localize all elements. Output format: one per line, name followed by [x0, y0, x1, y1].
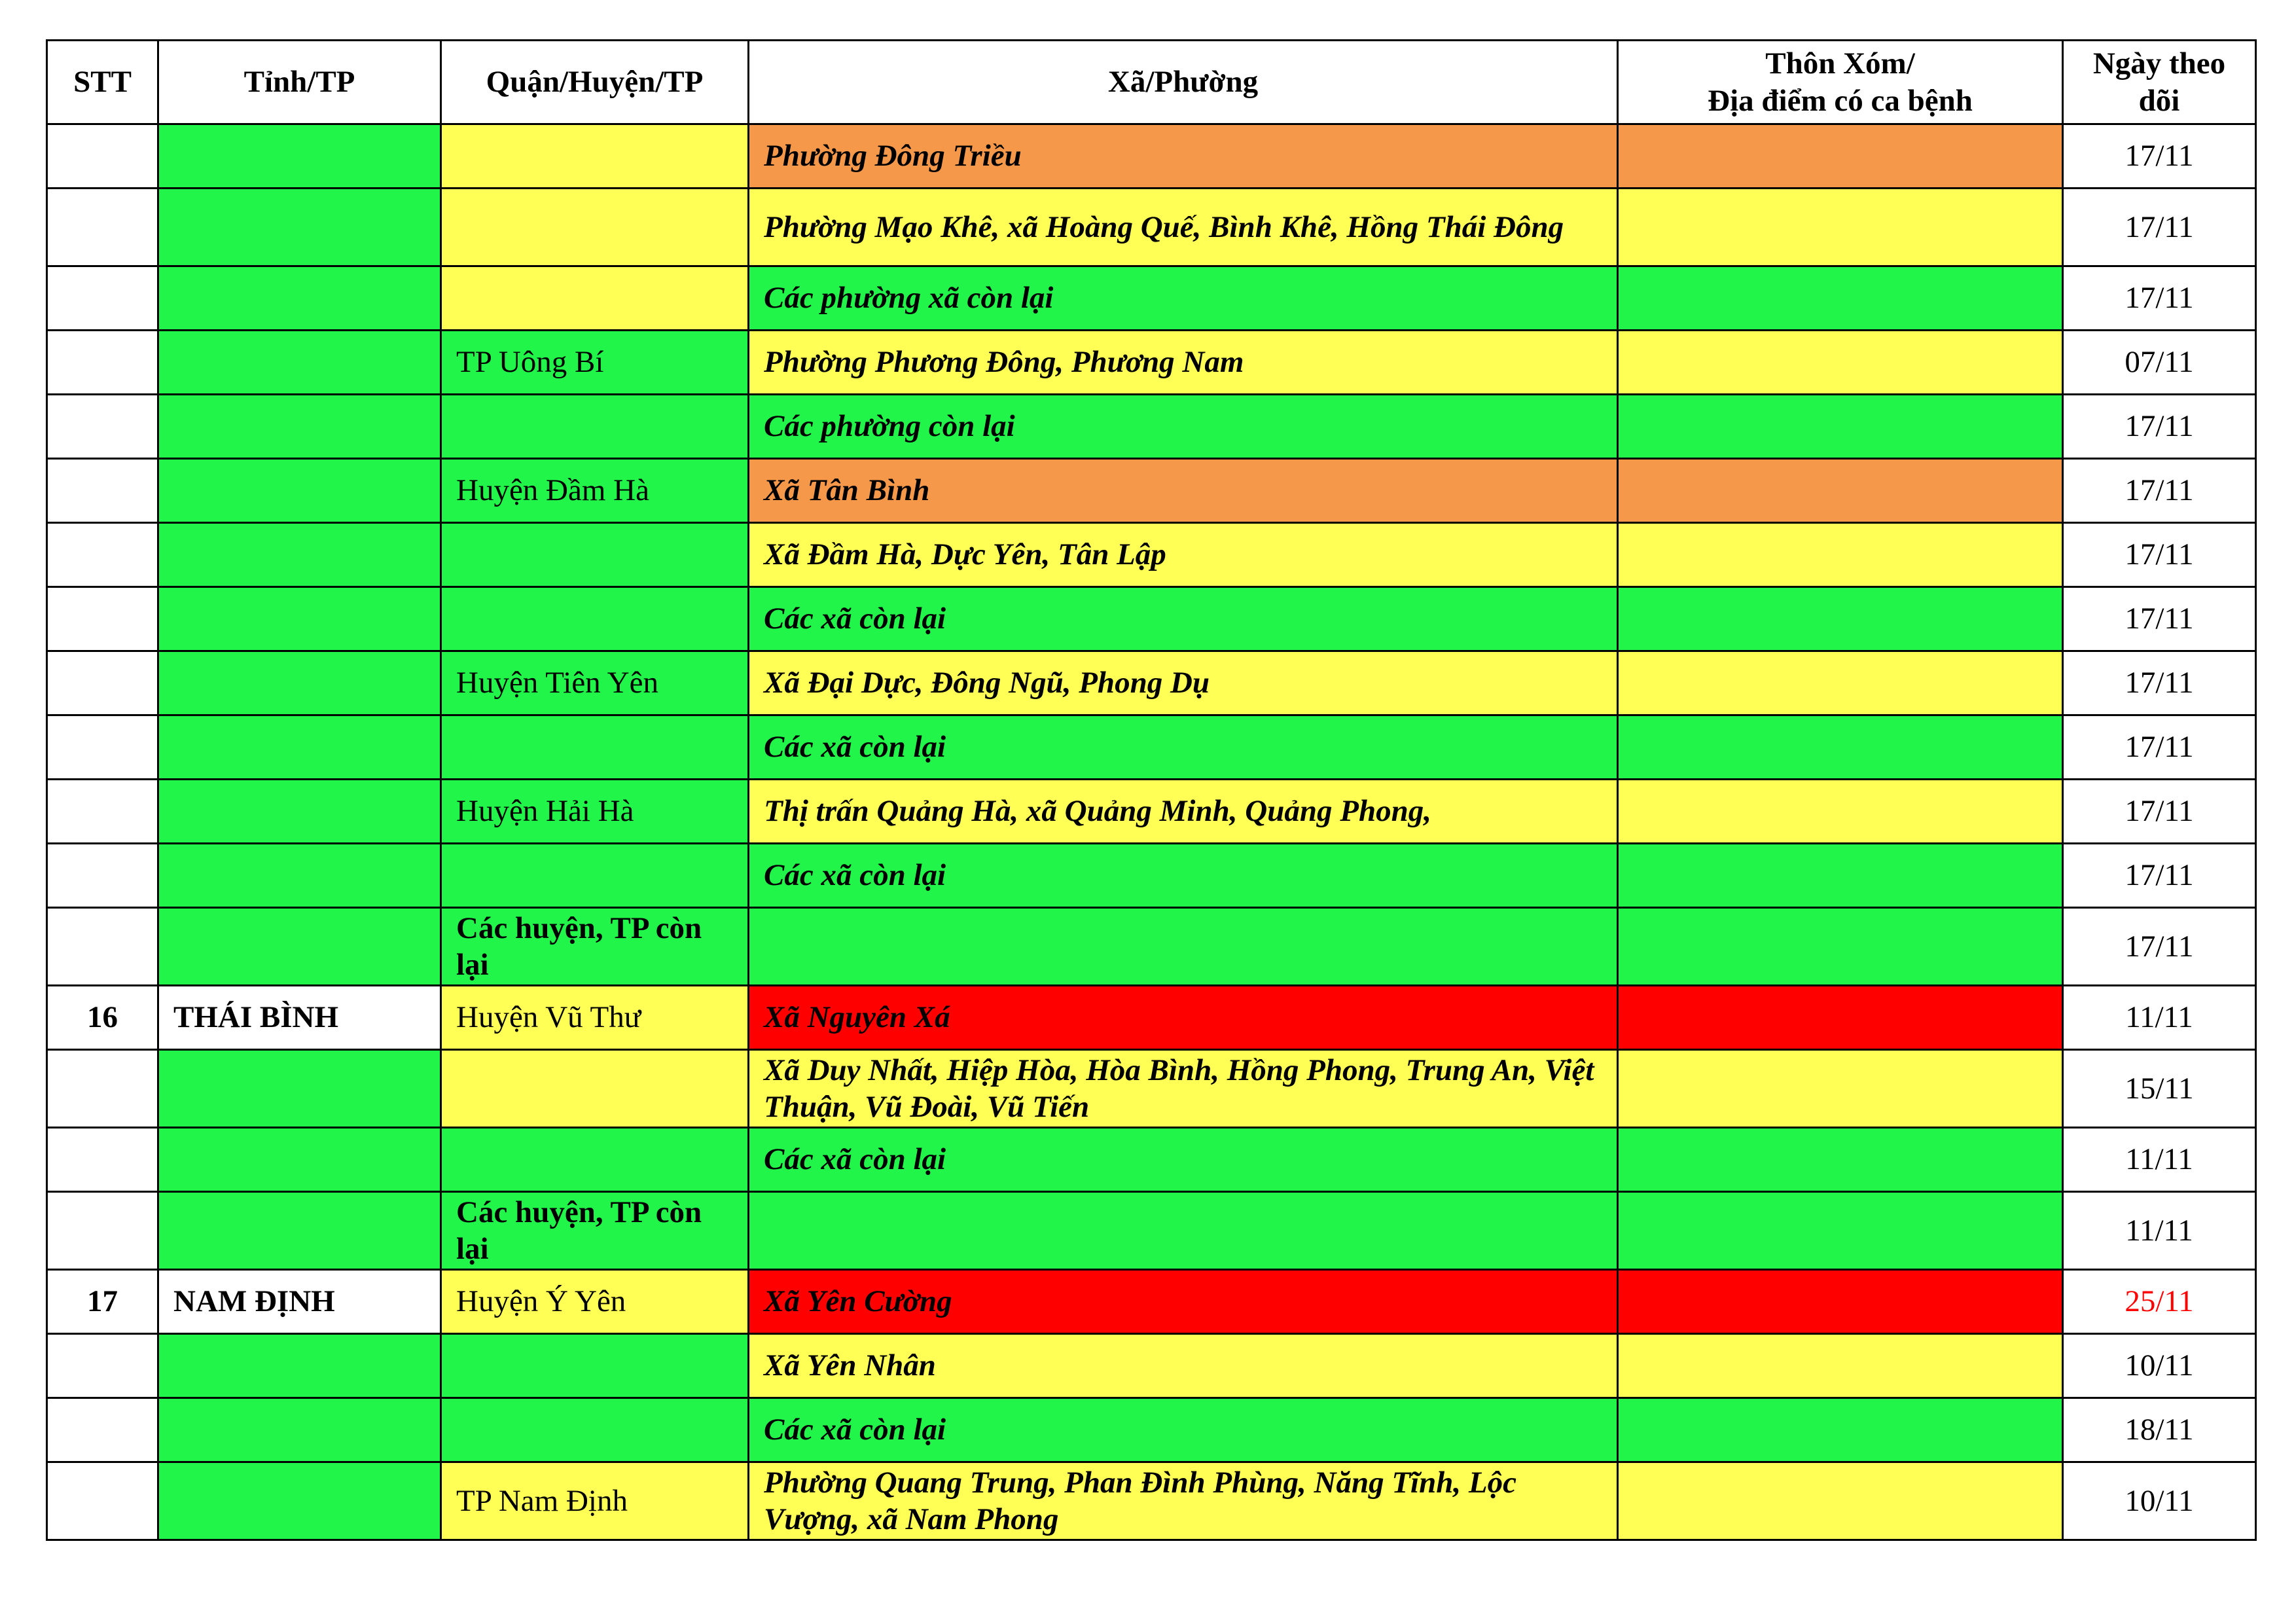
cell-follow-date: 17/11 — [2063, 266, 2256, 331]
cell-district: TP Uông Bí — [441, 331, 749, 395]
cell-commune: Các xã còn lại — [749, 715, 1618, 780]
cell-district: Huyện Đầm Hà — [441, 459, 749, 523]
cell-hamlet — [1618, 124, 2063, 189]
header-district: Quận/Huyện/TP — [441, 41, 749, 124]
cell-stt — [47, 189, 158, 266]
cell-stt — [47, 331, 158, 395]
cell-commune: Xã Tân Bình — [749, 459, 1618, 523]
cell-commune: Xã Duy Nhất, Hiệp Hòa, Hòa Bình, Hồng Phong, Trung An, Việt Thuận, Vũ Đoài, Vũ Tiến — [749, 1050, 1618, 1128]
cell-district — [441, 1050, 749, 1128]
cell-district — [441, 1334, 749, 1398]
cell-province — [158, 523, 441, 587]
cell-commune — [749, 908, 1618, 986]
cell-district: Các huyện, TP còn lại — [441, 1192, 749, 1270]
cell-stt — [47, 651, 158, 715]
header-province: Tỉnh/TP — [158, 41, 441, 124]
cell-commune: Xã Yên Nhân — [749, 1334, 1618, 1398]
cell-hamlet — [1618, 908, 2063, 986]
table-row — [47, 1192, 2256, 1270]
cell-stt — [47, 1192, 158, 1270]
cell-province — [158, 124, 441, 189]
cell-follow-date: 11/11 — [2063, 1128, 2256, 1192]
cell-hamlet — [1618, 1398, 2063, 1462]
cell-commune: Thị trấn Quảng Hà, xã Quảng Minh, Quảng Phong, — [749, 780, 1618, 844]
zoning-table — [46, 39, 2257, 1541]
cell-follow-date: 17/11 — [2063, 587, 2256, 651]
cell-follow-date: 17/11 — [2063, 715, 2256, 780]
cell-commune: Các xã còn lại — [749, 1398, 1618, 1462]
cell-province — [158, 395, 441, 459]
cell-district: TP Nam Định — [441, 1462, 749, 1540]
cell-district — [441, 715, 749, 780]
cell-commune: Phường Quang Trung, Phan Đình Phùng, Năng Tĩnh, Lộc Vượng, xã Nam Phong — [749, 1462, 1618, 1540]
cell-hamlet — [1618, 189, 2063, 266]
cell-hamlet — [1618, 1050, 2063, 1128]
cell-province — [158, 1192, 441, 1270]
cell-follow-date: 17/11 — [2063, 459, 2256, 523]
cell-hamlet — [1618, 651, 2063, 715]
cell-stt — [47, 1050, 158, 1128]
cell-hamlet — [1618, 1192, 2063, 1270]
cell-province — [158, 780, 441, 844]
cell-commune: Các phường còn lại — [749, 395, 1618, 459]
cell-province — [158, 715, 441, 780]
cell-follow-date: 18/11 — [2063, 1398, 2256, 1462]
cell-province — [158, 189, 441, 266]
cell-hamlet — [1618, 715, 2063, 780]
cell-follow-date: 11/11 — [2063, 1192, 2256, 1270]
cell-province — [158, 908, 441, 986]
cell-province — [158, 331, 441, 395]
table-row — [47, 844, 2256, 908]
cell-stt — [47, 266, 158, 331]
table-row — [47, 523, 2256, 587]
cell-province — [158, 266, 441, 331]
cell-stt — [47, 459, 158, 523]
cell-follow-date: 17/11 — [2063, 780, 2256, 844]
header-commune: Xã/Phường — [749, 41, 1618, 124]
cell-province — [158, 1334, 441, 1398]
table-row — [47, 1462, 2256, 1540]
cell-hamlet — [1618, 986, 2063, 1050]
header-hamlet-line1: Thôn Xóm/ — [1765, 46, 1915, 81]
table-row — [47, 651, 2256, 715]
cell-district — [441, 189, 749, 266]
table-row — [47, 1334, 2256, 1398]
header-row — [47, 41, 2256, 124]
table-row — [47, 1128, 2256, 1192]
table-row — [47, 1270, 2256, 1334]
cell-commune: Xã Nguyên Xá — [749, 986, 1618, 1050]
table-row — [47, 780, 2256, 844]
cell-province — [158, 651, 441, 715]
cell-commune: Phường Đông Triều — [749, 124, 1618, 189]
cell-stt — [47, 587, 158, 651]
cell-district — [441, 1128, 749, 1192]
table-row — [47, 124, 2256, 189]
cell-stt — [47, 1334, 158, 1398]
cell-stt — [47, 715, 158, 780]
cell-province — [158, 1050, 441, 1128]
cell-district — [441, 124, 749, 189]
cell-hamlet — [1618, 331, 2063, 395]
cell-district — [441, 395, 749, 459]
table-row — [47, 986, 2256, 1050]
cell-follow-date: 17/11 — [2063, 908, 2256, 986]
cell-district — [441, 523, 749, 587]
cell-follow-date: 17/11 — [2063, 395, 2256, 459]
cell-district: Huyện Vũ Thư — [441, 986, 749, 1050]
table-row — [47, 266, 2256, 331]
cell-commune: Phường Mạo Khê, xã Hoàng Quế, Bình Khê, Hồng Thái Đông — [749, 189, 1618, 266]
header-stt: STT — [47, 41, 158, 124]
cell-follow-date: 17/11 — [2063, 189, 2256, 266]
cell-stt: 17 — [47, 1270, 158, 1334]
cell-commune: Xã Yên Cường — [749, 1270, 1618, 1334]
cell-district — [441, 587, 749, 651]
cell-district: Huyện Ý Yên — [441, 1270, 749, 1334]
cell-district: Huyện Tiên Yên — [441, 651, 749, 715]
table-row — [47, 715, 2256, 780]
cell-hamlet — [1618, 587, 2063, 651]
cell-commune: Các xã còn lại — [749, 1128, 1618, 1192]
table-row — [47, 1398, 2256, 1462]
cell-commune: Các xã còn lại — [749, 844, 1618, 908]
cell-stt — [47, 124, 158, 189]
cell-commune: Các phường xã còn lại — [749, 266, 1618, 331]
header-follow-date: Ngày theo dõi — [2063, 41, 2256, 124]
header-hamlet — [1618, 41, 2063, 124]
cell-stt: 16 — [47, 986, 158, 1050]
cell-district — [441, 266, 749, 331]
cell-follow-date: 17/11 — [2063, 651, 2256, 715]
cell-follow-date: 10/11 — [2063, 1462, 2256, 1540]
table-row — [47, 395, 2256, 459]
cell-commune: Các xã còn lại — [749, 587, 1618, 651]
cell-follow-date: 17/11 — [2063, 844, 2256, 908]
cell-hamlet — [1618, 523, 2063, 587]
cell-stt — [47, 1398, 158, 1462]
table-row — [47, 1050, 2256, 1128]
cell-district: Huyện Hải Hà — [441, 780, 749, 844]
cell-stt — [47, 1128, 158, 1192]
cell-stt — [47, 395, 158, 459]
cell-hamlet — [1618, 395, 2063, 459]
table-row — [47, 587, 2256, 651]
cell-stt — [47, 523, 158, 587]
cell-hamlet — [1618, 266, 2063, 331]
cell-hamlet — [1618, 1462, 2063, 1540]
cell-hamlet — [1618, 459, 2063, 523]
cell-district — [441, 844, 749, 908]
cell-commune — [749, 1192, 1618, 1270]
cell-province — [158, 587, 441, 651]
cell-hamlet — [1618, 780, 2063, 844]
cell-province: NAM ĐỊNH — [158, 1270, 441, 1334]
cell-commune: Xã Đại Dực, Đông Ngũ, Phong Dụ — [749, 651, 1618, 715]
cell-stt — [47, 780, 158, 844]
cell-commune: Xã Đầm Hà, Dực Yên, Tân Lập — [749, 523, 1618, 587]
cell-follow-date: 10/11 — [2063, 1334, 2256, 1398]
header-hamlet-line2: Địa điểm có ca bệnh — [1708, 83, 1973, 118]
cell-follow-date: 17/11 — [2063, 523, 2256, 587]
table-row — [47, 331, 2256, 395]
cell-hamlet — [1618, 1128, 2063, 1192]
cell-follow-date: 15/11 — [2063, 1050, 2256, 1128]
cell-province — [158, 1462, 441, 1540]
cell-district — [441, 1398, 749, 1462]
cell-stt — [47, 844, 158, 908]
cell-hamlet — [1618, 1334, 2063, 1398]
cell-province — [158, 459, 441, 523]
table-row — [47, 189, 2256, 266]
cell-province — [158, 1398, 441, 1462]
cell-commune: Phường Phương Đông, Phương Nam — [749, 331, 1618, 395]
cell-stt — [47, 1462, 158, 1540]
cell-follow-date: 17/11 — [2063, 124, 2256, 189]
cell-district: Các huyện, TP còn lại — [441, 908, 749, 986]
table-row — [47, 459, 2256, 523]
cell-follow-date: 25/11 — [2063, 1270, 2256, 1334]
table-row — [47, 908, 2256, 986]
cell-province: THÁI BÌNH — [158, 986, 441, 1050]
cell-hamlet — [1618, 1270, 2063, 1334]
cell-province — [158, 844, 441, 908]
cell-hamlet — [1618, 844, 2063, 908]
cell-province — [158, 1128, 441, 1192]
cell-follow-date: 11/11 — [2063, 986, 2256, 1050]
cell-follow-date: 07/11 — [2063, 331, 2256, 395]
cell-stt — [47, 908, 158, 986]
